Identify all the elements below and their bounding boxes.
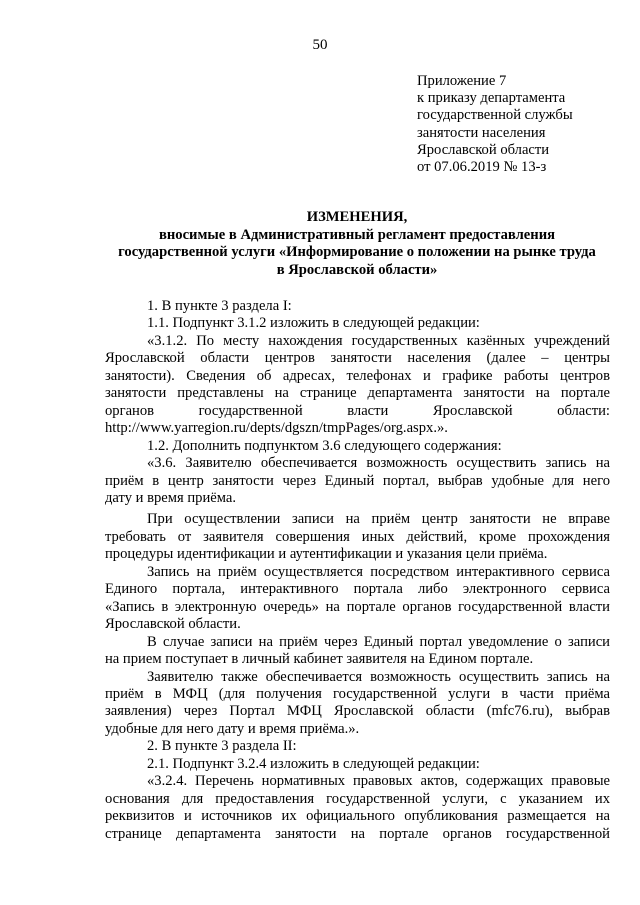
paragraph: 1.2. Дополнить подпунктом 3.6 следующего содержания: — [147, 437, 502, 454]
paragraph: 1. В пункте 3 раздела I: — [147, 298, 292, 314]
paragraph — [105, 634, 610, 669]
text-line: Заявителю также обеспечивается возможность осуществить запись на — [147, 668, 610, 685]
text-line: дату и время приёма. — [105, 489, 237, 506]
text-line: основания для предоставления государственной услуги, с указанием их — [105, 790, 610, 807]
text-line: на прием поступает в личный кабинет заявителя на Едином портале. — [105, 651, 534, 668]
title-heading: ИЗМЕНЕНИЯ, — [306, 209, 408, 225]
text-line: «3.6. Заявителю обеспечивается возможность осуществить запись на — [147, 455, 610, 472]
text-line: Ярославской области. — [105, 616, 241, 633]
text-line: органов государственной власти Ярославской области: — [105, 402, 610, 419]
paragraph — [105, 511, 610, 563]
title-line: государственной услуги «Информирование о положении на рынке труда — [118, 244, 596, 261]
text-line: процедуры идентификации и аутентификации и указания цели приёма. — [105, 546, 548, 563]
paragraph: 2. В пункте 3 раздела II: — [147, 738, 297, 755]
text-line: приём в центр занятости через Единый портал, выбрав удобные для него — [105, 472, 610, 489]
text-line: занятости). Сведения об адресах, телефонах и графике работы центров — [105, 367, 610, 384]
appendix-line: государственной службы — [417, 107, 573, 124]
text-line: требовать от заявителя совершения иных действий, кроме прохождения — [105, 528, 610, 545]
text-line: занятости представлены на странице департамента занятости на портале — [105, 385, 610, 402]
paragraph: 2.1. Подпункт 3.2.4 изложить в следующей редакции: — [147, 755, 480, 772]
appendix-block — [417, 73, 627, 176]
paragraph — [105, 669, 610, 739]
page-number: 50 — [312, 37, 328, 53]
text-line: Единого портала, интерактивного портала либо электронного сервиса — [105, 581, 610, 598]
text-line: удобные для него дату и время приёма.». — [105, 720, 360, 737]
appendix-line: от 07.06.2019 № 13-з — [417, 159, 547, 176]
text-line: Запись на приём осуществляется посредством интерактивного сервиса — [147, 563, 610, 580]
paragraph: 1.1. Подпункт 3.1.2 изложить в следующей редакции: — [147, 315, 480, 332]
paragraph — [105, 564, 610, 634]
text-line: В случае записи на приём через Единый портал уведомление о записи — [147, 633, 610, 650]
appendix-line: к приказу департамента — [417, 90, 566, 107]
paragraph-3-6 — [105, 455, 610, 507]
text-line: странице департамента занятости на портале органов государственной — [105, 825, 610, 842]
appendix-line: занятости населения — [417, 124, 546, 141]
document-body — [105, 298, 610, 843]
text-line: реквизитов и источников их официального опубликования размещается на — [105, 808, 610, 825]
text-line: «3.1.2. По месту нахождения государственных казённых учреждений — [147, 332, 610, 349]
paragraph-3-2-4 — [105, 773, 610, 843]
url-text: http://www.yarregion.ru/depts/dgszn/tmpPages/org.aspx.». — [105, 420, 448, 437]
paragraph-3-1-2 — [105, 333, 610, 438]
text-line: Ярославской области центров занятости населения (далее – центры — [105, 350, 610, 367]
title-line: вносимые в Административный регламент предоставления — [158, 226, 555, 243]
document-title — [100, 209, 614, 279]
appendix-line: Приложение 7 — [417, 73, 507, 89]
text-line: При осуществлении записи на приём центр занятости не вправе — [147, 511, 610, 528]
appendix-line: Ярославской области — [417, 141, 550, 158]
text-line: «3.2.4. Перечень нормативных правовых актов, содержащих правовые — [147, 773, 610, 790]
text-line: приём в МФЦ (для получения государственной услуги в части приёма — [105, 685, 610, 702]
title-line: в Ярославской области» — [276, 261, 438, 278]
text-line: «Запись в электронную очередь» на портале органов государственной власти — [105, 598, 610, 615]
text-line: заявления) через Портал МФЦ Ярославской области (mfc76.ru), выбрав — [105, 703, 610, 720]
